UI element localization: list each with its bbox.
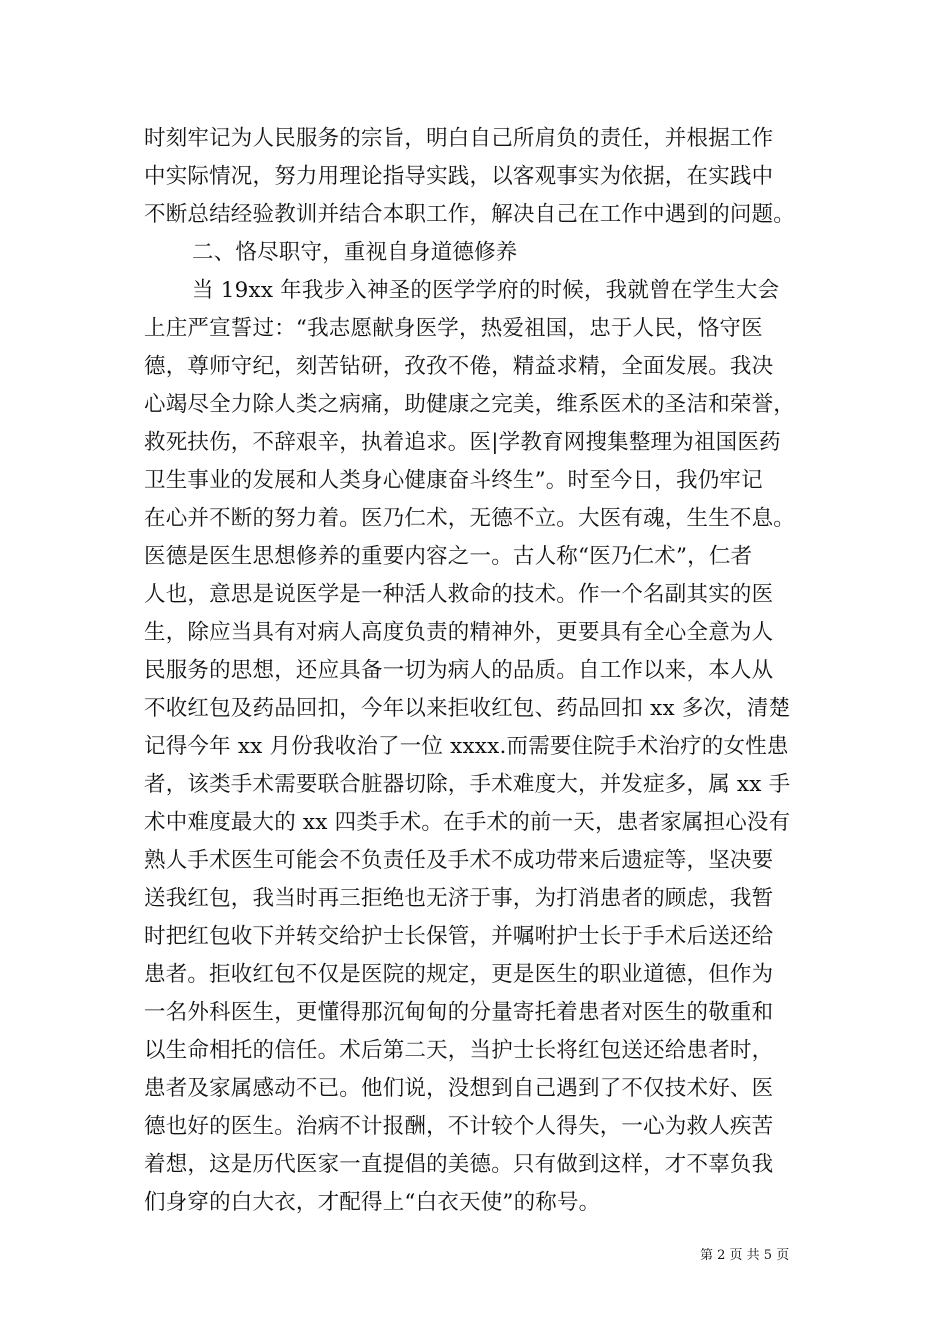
body-text-line: 们身穿的白大衣，才配得上“白衣天使”的称号。 [144,1190,601,1215]
body-text-line: 一名外科医生，更懂得那沉甸甸的分量寄托着患者对医生的敬重和 [144,1000,774,1025]
body-text-line: 送我红包，我当时再三拒绝也无济于事，为打消患者的顾虑，我暂 [144,886,774,911]
body-text-line: 人也，意思是说医学是一种活人救命的技术。作一个名副其实的医 [144,582,774,607]
body-text-line: 在心并不断的努力着。医乃仁术，无德不立。大医有魂，生生不息。 [144,506,796,531]
body-text-line: 民服务的思想，还应具备一切为病人的品质。自工作以来，本人从 [144,658,774,683]
body-text-line: 德也好的医生。治病不计报酬，不计较个人得失，一心为救人疾苦 [144,1114,774,1139]
page-number: 第 2 页 共 5 页 [700,1248,790,1263]
section-heading: 二、恪尽职守，重视自身道德修养 [192,240,518,265]
body-text-line: 不断总结经验教训并结合本职工作，解决自己在工作中遇到的问题。 [144,202,796,227]
body-text-line: 记得今年 xx 月份我收治了一位 xxxx.而需要住院手术治疗的女性患 [144,734,789,759]
body-text-line: 心竭尽全力除人类之病痛，助健康之完美，维系医术的圣洁和荣誉， [144,392,796,417]
body-text-line: 着想，这是历代医家一直提倡的美德。只有做到这样，才不辜负我 [144,1152,774,1177]
body-text-line: 德，尊师守纪，刻苦钻研，孜孜不倦，精益求精，全面发展。我决 [144,354,774,379]
body-text-line: 时把红包收下并转交给护士长保管，并嘱咐护士长于手术后送还给 [144,924,774,949]
body-text-line: 者，该类手术需要联合脏器切除，手术难度大，并发症多，属 xx 手 [144,772,791,797]
body-text-line: 以生命相托的信任。术后第二天，当护士长将红包送还给患者时， [144,1038,774,1063]
body-text-line: 不收红包及药品回扣，今年以来拒收红包、药品回扣 xx 多次，清楚 [144,696,791,721]
body-text-line: 时刻牢记为人民服务的宗旨，明白自己所肩负的责任，并根据工作 [144,126,774,151]
body-text-line: 医德是医生思想修养的重要内容之一。古人称“医乃仁术”，仁者 [144,544,753,569]
body-text-line: 中实际情况，努力用理论指导实践，以客观事实为依据，在实践中 [144,164,774,189]
body-text-line: 生，除应当具有对病人高度负责的精神外，更要具有全心全意为人 [144,620,774,645]
body-text-line: 术中难度最大的 xx 四类手术。在手术的前一天，患者家属担心没有 [144,810,791,835]
paragraph-first-line: 当 19xx 年我步入神圣的医学学府的时候，我就曾在学生大会 [192,278,780,303]
body-text-line: 熟人手术医生可能会不负责任及手术不成功带来后遗症等，坚决要 [144,848,774,873]
body-text-line: 上庄严宣誓过：“我志愿献身医学，热爱祖国，忠于人民，恪守医 [144,316,763,341]
body-text-line: 患者及家属感动不已。他们说，没想到自己遇到了不仅技术好、医 [144,1076,774,1101]
body-text-line: 卫生事业的发展和人类身心健康奋斗终生”。时至今日，我仍牢记 [144,468,763,493]
body-text-line: 患者。拒收红包不仅是医院的规定，更是医生的职业道德，但作为 [144,962,774,987]
body-text-line: 救死扶伤，不辞艰辛，执着追求。医|学教育网搜集整理为祖国医药 [144,430,781,455]
